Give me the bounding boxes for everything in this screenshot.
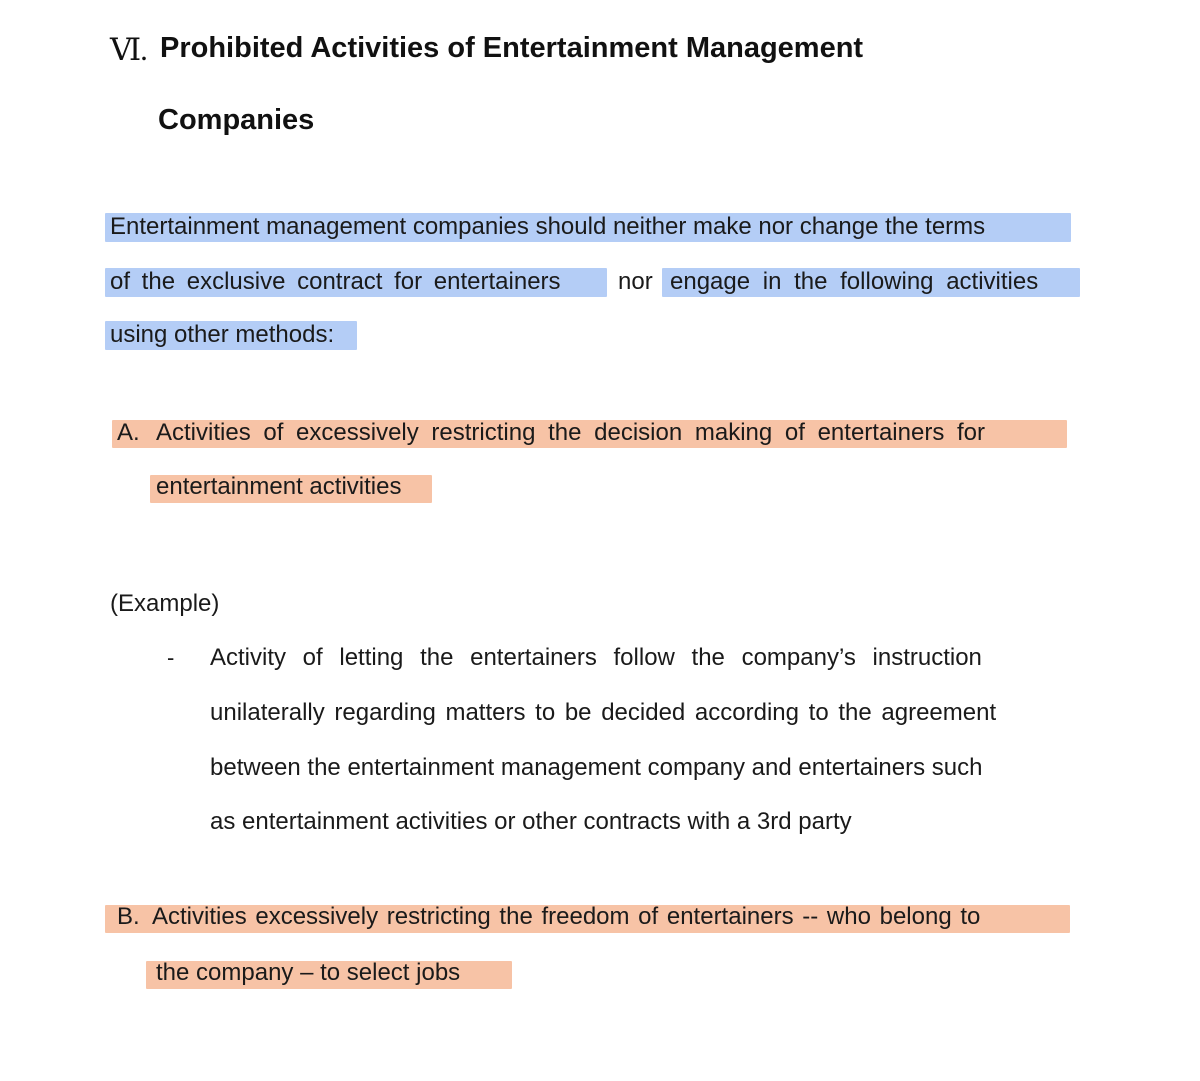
example-bullet: - [167,645,175,670]
example-line4: as entertainment activities or other contracts with a 3rd party [210,808,852,835]
example-line1 [210,643,1070,673]
intro-line3: using other methods: [110,321,335,348]
intro-line2-part3: engage in the following activities [670,268,1039,295]
item-a-line2: entertainment activities [156,473,402,500]
intro-line2-part2: nor [618,268,653,295]
item-a-line1: Activities of excessively restricting the decision making of entertainers for [156,419,985,446]
section-title-line1: Prohibited Activities of Entertainment Management [160,32,864,64]
item-b-line1: Activities excessively restricting the freedom of entertainers -- who belong to [152,903,981,930]
item-a-label: A. [117,419,140,446]
item-b-label: B. [117,903,140,930]
intro-line1: Entertainment management companies should neither make nor change the terms [110,213,986,240]
section-title-line2: Companies [158,104,315,136]
example-heading: (Example) [110,590,220,617]
item-b-line2: the company – to select jobs [156,959,461,986]
section-numeral: Ⅵ. [110,32,147,67]
example-line2: unilaterally regarding matters to be decided according to the agreement [210,699,997,726]
example-line3: between the entertainment management company and entertainers such [210,754,983,781]
intro-line2-part1: of the exclusive contract for entertainers [110,268,561,295]
example-line1-text: Activity of letting the entertainers follow the company’s instruction [210,644,982,671]
